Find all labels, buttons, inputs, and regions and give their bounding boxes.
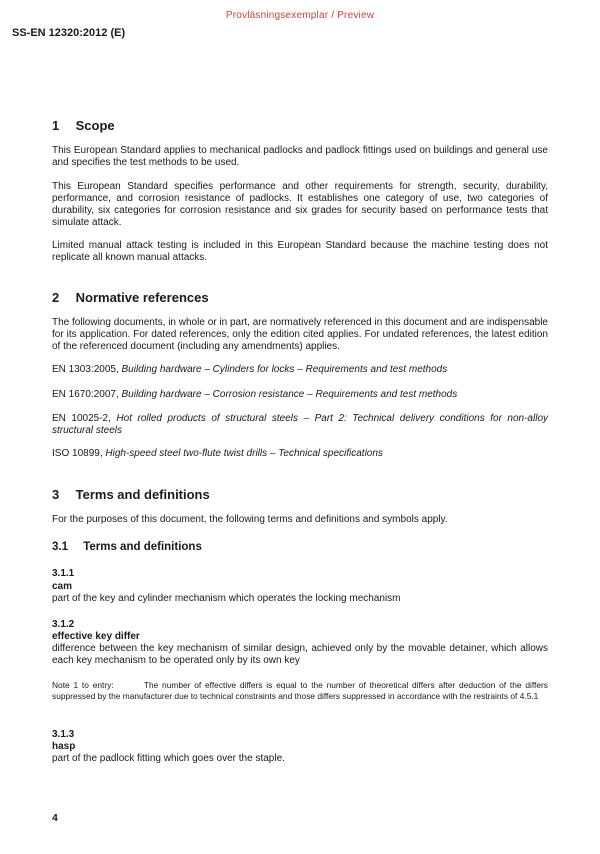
reference-title: Hot rolled products of structural steels – Part 2: Technical delivery conditions for non-alloy structural steels: [52, 413, 549, 436]
preview-banner: Provläsningsexemplar / Preview: [225, 10, 375, 21]
paragraph: This European Standard specifies performance and other requirements for strength, security, durability, performance, and corrosion resistance of padlocks. It establishes one category of use, two categories of durability, six categories for corrosion resistance and six grades for security based on performance tests that simulate attack.: [52, 181, 548, 228]
term-definition: part of the padlock fitting which goes over the staple.: [52, 753, 285, 764]
reference-title: High-speed steel two-flute twist drills – Technical specifications: [105, 448, 383, 459]
paragraph: The following documents, in whole or in part, are normatively referenced in this document and are indispensable for its application. For dated references, only the edition cited applies. For undated references, the latest edition of the referenced document (including any amendments) applies.: [52, 317, 548, 352]
term-name: hasp: [52, 741, 76, 752]
reference-code: EN 1303:2005,: [52, 364, 122, 375]
section-title: Normative references: [75, 290, 209, 305]
subsection-title: Terms and definitions: [83, 541, 202, 553]
term-definition: part of the key and cylinder mechanism which operates the locking mechanism: [52, 593, 401, 604]
subsection-heading: [52, 541, 202, 553]
term-number: 3.1.2: [52, 619, 75, 630]
standard-id: SS-EN 12320:2012 (E): [12, 27, 126, 39]
section-title: Terms and definitions: [75, 487, 210, 502]
term-number: 3.1.1: [52, 568, 75, 579]
page-number: 4: [52, 812, 58, 824]
reference-item: [52, 448, 548, 460]
section-number: 1: [52, 118, 60, 133]
term-definition: difference between the key mechanism of similar design, achieved only by the movable detainer, which allows each key mechanism to be operated only by its own key: [52, 643, 548, 666]
section-title: Scope: [75, 118, 115, 133]
section-heading-terms-and-definitions: [52, 487, 210, 502]
section-number: 2: [52, 290, 60, 305]
paragraph: For the purposes of this document, the following terms and definitions and symbols apply.: [52, 514, 448, 525]
section-number: 3: [52, 487, 60, 502]
section-heading-scope: [52, 118, 115, 133]
term-name: cam: [52, 581, 73, 592]
term-name: effective key differ: [52, 631, 140, 642]
paragraph: This European Standard applies to mechanical padlocks and padlock fittings used on buildings and general use and specifies the test methods to be used.: [52, 145, 548, 168]
reference-title: Building hardware – Cylinders for locks – Requirements and test methods: [121, 364, 448, 375]
subsection-number: 3.1: [52, 541, 68, 553]
reference-title: Building hardware – Corrosion resistance – Requirements and test methods: [121, 389, 458, 400]
reference-code: EN 1670:2007,: [52, 389, 122, 400]
term-number: 3.1.3: [52, 729, 75, 740]
paragraph: Limited manual attack testing is included in this European Standard because the machine testing does not replicate all known manual attacks.: [52, 240, 548, 263]
reference-code: ISO 10899,: [52, 448, 106, 459]
note-to-entry: Note 1 to entry: The number of effective differs is equal to the number of theoretical differs after deduction of the differs suppressed by the manufacturer due to technical constraints and those differs suppressed in accordance with the restraints of 4.5.1: [52, 680, 551, 701]
reference-item: [52, 413, 548, 437]
reference-item: [52, 364, 548, 376]
reference-code: EN 10025-2,: [52, 413, 117, 424]
section-heading-normative-references: [52, 290, 209, 305]
reference-item: [52, 389, 548, 401]
